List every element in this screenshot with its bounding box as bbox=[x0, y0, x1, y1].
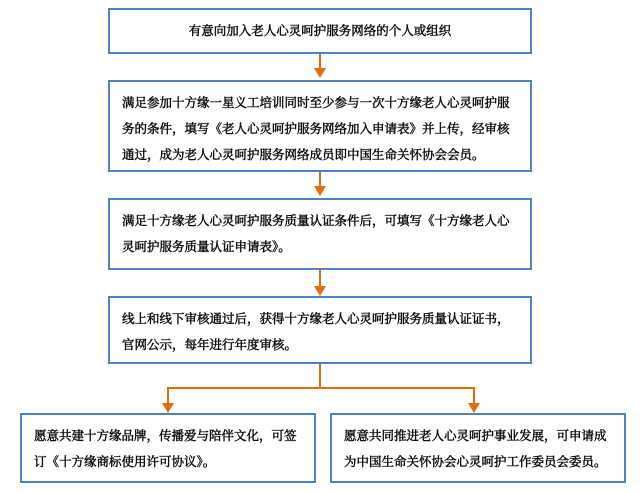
arrow-left-icon bbox=[162, 403, 174, 413]
step-4-text: 线上和线下审核通过后，获得十方缘老人心灵呵护服务质量认证证书，官网公示，每年进行年度审核。 bbox=[122, 311, 510, 352]
step-5-right-text: 愿意共同推进老人心灵呵护事业发展，可申请成为中国生命关怀协会心灵呵护工作委员会委员。 bbox=[344, 428, 607, 469]
step-5-left-box bbox=[20, 413, 316, 483]
step-3-text: 满足十方缘老人心灵呵护服务质量认证条件后，可填写《十方缘老人心灵呵护服务质量认证申请表》。 bbox=[122, 213, 510, 254]
connector-branch bbox=[167, 387, 475, 389]
step-3-box bbox=[108, 198, 532, 270]
step-2-box bbox=[108, 80, 532, 172]
step-4-box bbox=[108, 296, 532, 364]
arrow-2-icon bbox=[314, 186, 326, 196]
connector-4-stem bbox=[319, 364, 321, 388]
arrow-3-icon bbox=[314, 286, 326, 296]
step-1-text: 有意向加入老人心灵呵护服务网络的个人或组织 bbox=[188, 23, 452, 38]
arrow-right-icon bbox=[468, 403, 480, 413]
arrow-1-icon bbox=[314, 68, 326, 78]
step-5-right-box bbox=[330, 413, 626, 483]
step-5-left-text: 愿意共建十方缘品牌，传播爱与陪伴文化，可签订《十方缘商标使用许可协议》。 bbox=[34, 428, 297, 469]
step-1-box bbox=[108, 8, 532, 54]
step-2-text: 满足参加十方缘一星义工培训同时至少参与一次十方缘老人心灵呵护服务的条件，填写《老人心灵呵护服务网络加入申请表》并上传，经审核通过，成为老人心灵呵护服务网络成员即中国生命关怀协会会员。 bbox=[122, 95, 510, 162]
